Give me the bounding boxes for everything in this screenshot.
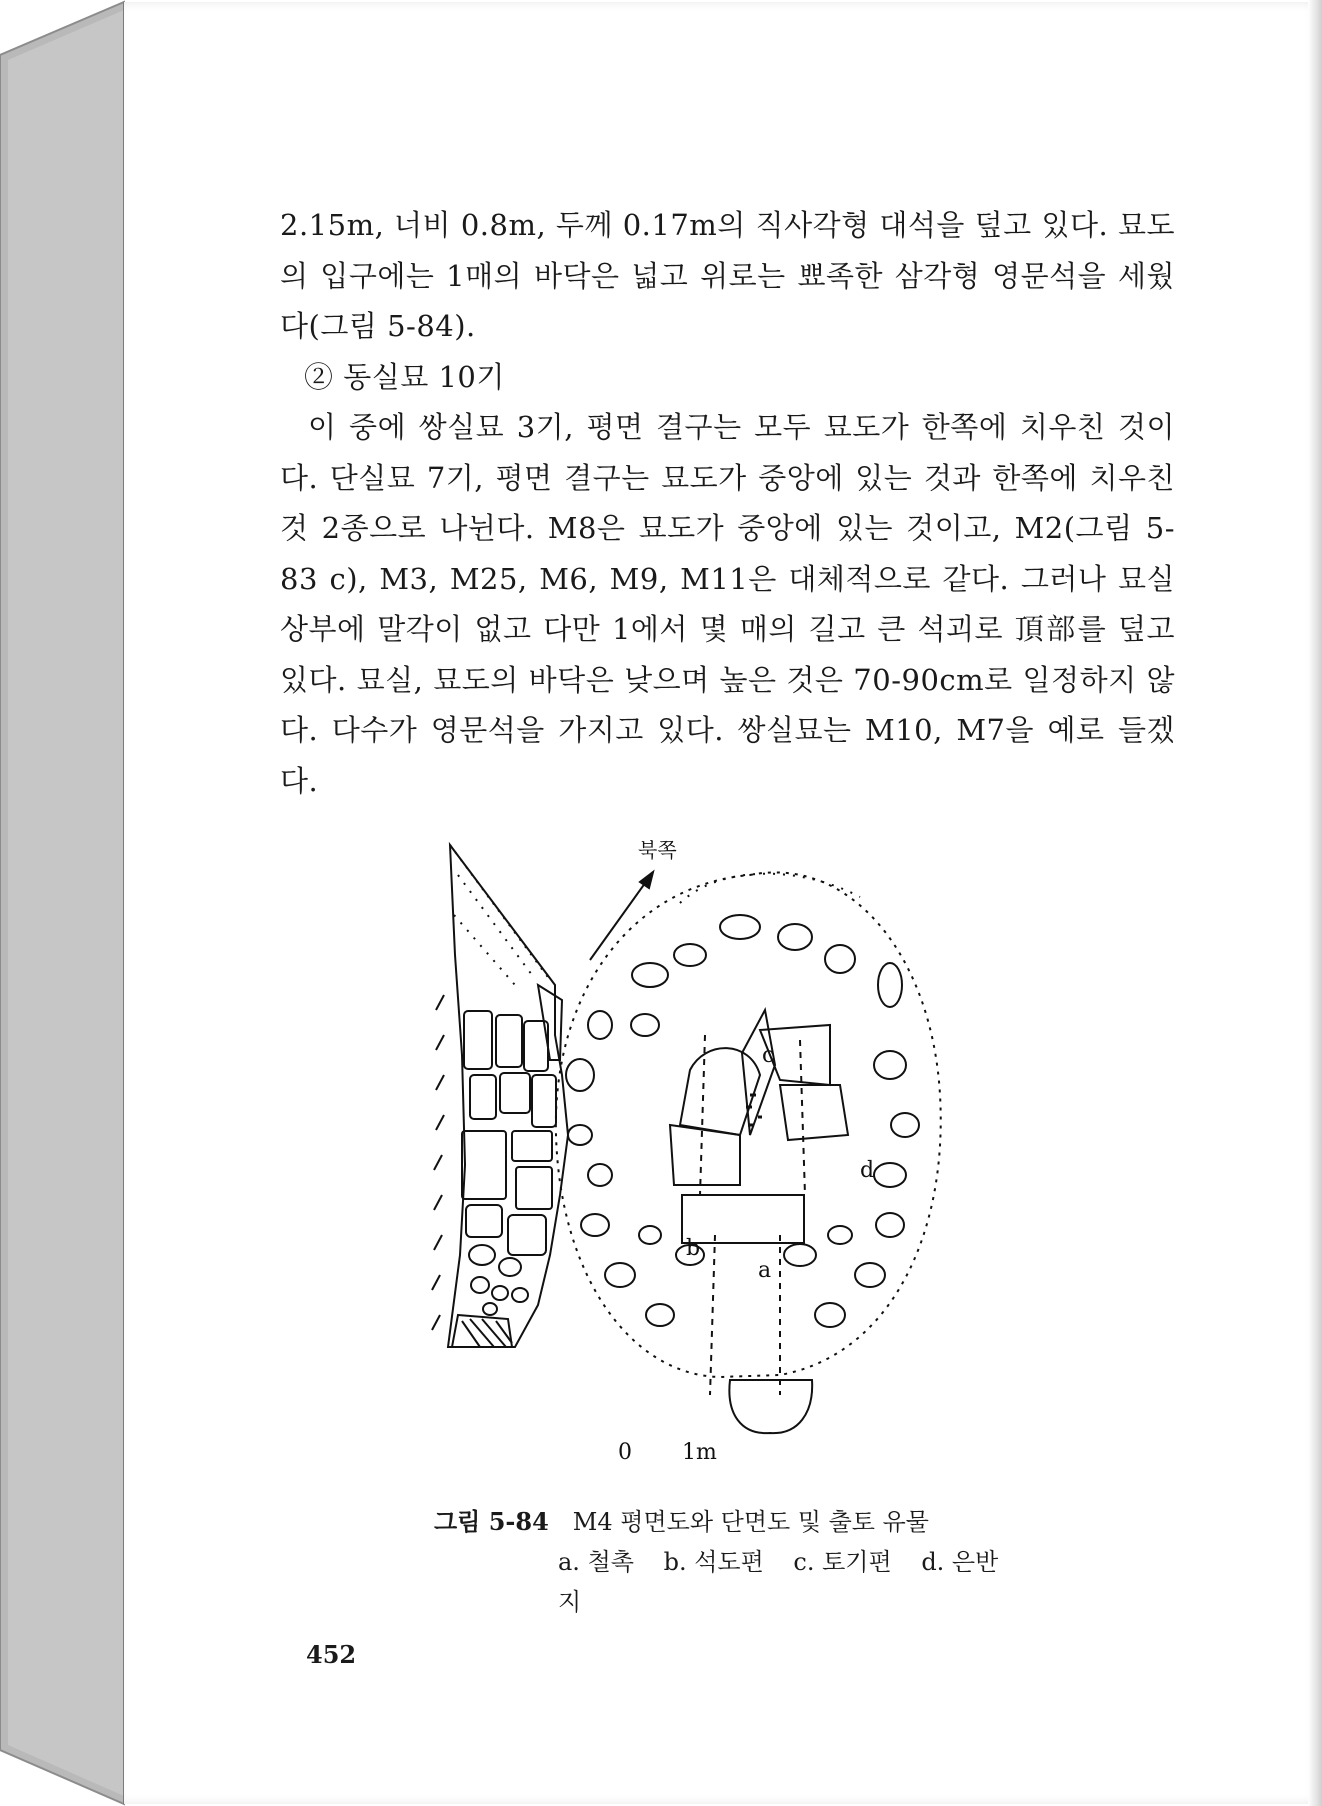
- tomb-plan-figure: [420, 835, 1040, 1465]
- legend-item: c. 토기편: [793, 1548, 892, 1576]
- paragraph-1: 2.15m, 너비 0.8m, 두께 0.17m의 직사각형 대석을 덮고 있다. 묘도의 입구에는 1매의 바닥은 넓고 위로는 뾰족한 삼각형 영문석을 세웠다(그림 5-84).: [280, 208, 1175, 343]
- caption-number: 그림 5-84: [434, 1507, 549, 1536]
- north-arrowhead: [640, 872, 653, 888]
- scale-zero: 0: [618, 1440, 632, 1465]
- plan-drawing: [556, 872, 941, 1433]
- section-heading: ② 동실묘 10기: [304, 359, 505, 394]
- page-number: 452: [306, 1640, 357, 1669]
- marker-b: b: [686, 1236, 701, 1261]
- body-text: [280, 200, 1175, 806]
- scale-one: 1m: [682, 1440, 717, 1465]
- legend-item: a. 철촉: [558, 1548, 634, 1576]
- caption-title: M4 평면도와 단면도 및 출토 유물: [572, 1508, 929, 1536]
- marker-c: c: [762, 1043, 775, 1068]
- section-drawing: [432, 845, 568, 1347]
- page-edge: [1308, 0, 1322, 1806]
- marker-a: a: [758, 1258, 772, 1283]
- caption-legend: [434, 1542, 1034, 1622]
- paragraph-2: 이 중에 쌍실묘 3기, 평면 결구는 모두 묘도가 한쪽에 치우친 것이다. 단실묘 7기, 평면 결구는 묘도가 중앙에 있는 것과 한쪽에 치우친 것 2종으로 나뉜다. M8은 묘도가 중앙에 있는 것이고, M2(그림 5-83 c), M3, M25, M6, M9, M11은 대체적으로 같다. 그러나 묘실 상부에 말각이 없고 다만 1에서 몇 매의 길고 큰 석괴로 頂部를 덮고 있다. 묘실, 묘도의 바닥은 낮으며 높은 것은 70-90cm로 일정하지 않다. 다수가 영문석을 가지고 있다. 쌍실묘는 M10, M7을 예로 들겠다.: [280, 410, 1175, 798]
- figure-caption: [434, 1502, 1034, 1622]
- north-label: 북쪽: [638, 838, 677, 862]
- marker-d: d: [860, 1158, 875, 1183]
- legend-item: b. 석도편: [663, 1548, 764, 1576]
- legend-item: d. 은반지: [558, 1548, 999, 1616]
